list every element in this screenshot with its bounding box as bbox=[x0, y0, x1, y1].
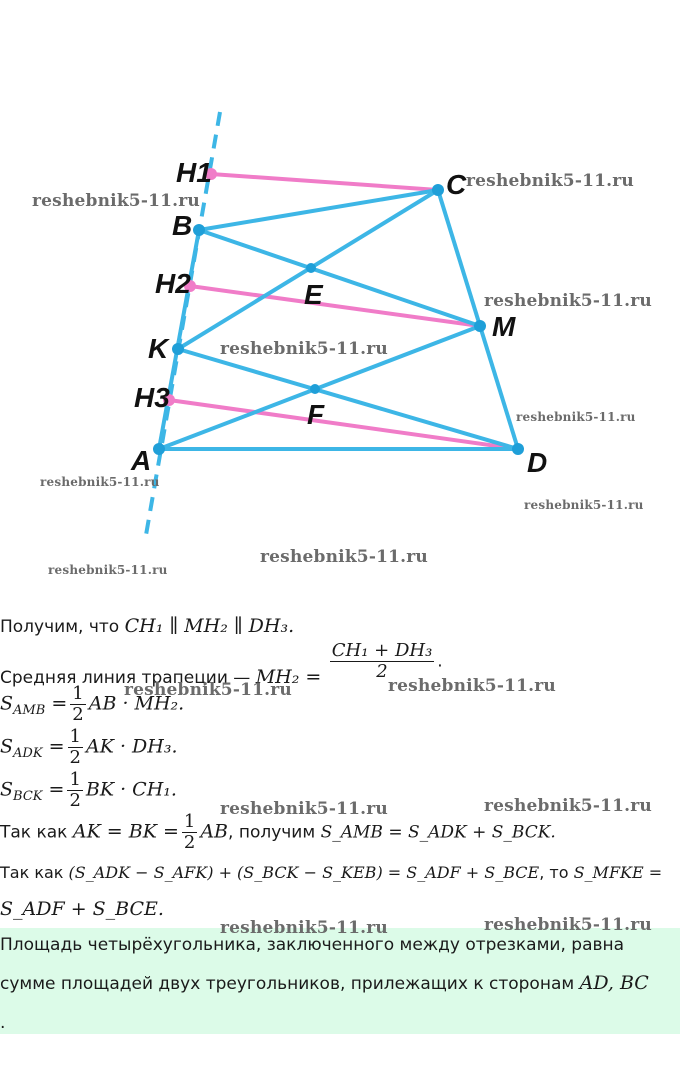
watermark: reshebnik5-11.ru bbox=[466, 171, 634, 191]
point-a bbox=[153, 443, 165, 455]
watermark: reshebnik5-11.ru bbox=[220, 918, 388, 938]
point-c bbox=[432, 184, 444, 196]
watermark: reshebnik5-11.ru bbox=[260, 547, 428, 567]
formula-s-amb: $S_{AMB}$ = $\frac{1}{2}$ AB · MH₂. bbox=[0, 683, 185, 725]
formula-s-bck: $S_{BCK}$ = $\frac{1}{2}$ BK · CH₁. bbox=[0, 769, 177, 811]
watermark: reshebnik5-11.ru bbox=[388, 676, 556, 696]
watermark: reshebnik5-11.ru bbox=[32, 191, 200, 211]
conclusion-line-3: . bbox=[0, 1013, 6, 1033]
point-b bbox=[193, 224, 205, 236]
text-line-midline: Средняя линия трапеции — MH₂ = $\frac{\text{CH₁ + DH₃}}{2}$ . bbox=[0, 640, 443, 688]
label-m: M bbox=[492, 311, 516, 342]
fraction-midline: $\frac{\text{CH₁ + DH₃}}{2}$ bbox=[331, 640, 433, 682]
watermark: reshebnik5-11.ru bbox=[484, 915, 652, 935]
conclusion-line-1: Площадь четырёхугольника, заключенного между отрезками, равна bbox=[0, 935, 625, 955]
watermark: reshebnik5-11.ru bbox=[124, 680, 292, 700]
point-e bbox=[306, 263, 316, 273]
point-k bbox=[172, 343, 184, 355]
label-d: D bbox=[527, 447, 548, 478]
watermark: reshebnik5-11.ru bbox=[220, 799, 388, 819]
watermark: reshebnik5-11.ru bbox=[484, 291, 652, 311]
watermark: reshebnik5-11.ru bbox=[524, 498, 644, 512]
segment-h1-c bbox=[211, 174, 438, 190]
label-k: K bbox=[148, 333, 169, 364]
watermark: reshebnik5-11.ru bbox=[220, 339, 388, 359]
segment-h2-m bbox=[190, 286, 480, 326]
watermark: reshebnik5-11.ru bbox=[484, 796, 652, 816]
segment-k-d bbox=[178, 349, 518, 449]
point-m bbox=[474, 320, 486, 332]
text-line-ak-bk: Так как AK = BK = $\frac{1}{2}$ AB, получим S_AMB = S_ADK + S_BCK. bbox=[0, 811, 556, 853]
text-line-areas-cont: S_ADF + S_BCE. bbox=[0, 898, 164, 920]
label-a: A bbox=[131, 445, 152, 476]
text-line-parallel: Получим, что CH₁ ∥ MH₂ ∥ DH₃. bbox=[0, 615, 295, 637]
label-f: F bbox=[307, 399, 325, 430]
point-f bbox=[310, 384, 320, 394]
label-b: B bbox=[172, 210, 193, 241]
label-c: C bbox=[446, 169, 467, 200]
label-h1: H1 bbox=[176, 157, 212, 188]
watermark: reshebnik5-11.ru bbox=[40, 475, 160, 489]
watermark: reshebnik5-11.ru bbox=[516, 410, 636, 424]
conclusion-line-2: сумме площадей двух треугольников, прилежащих к сторонам AD, BC bbox=[0, 972, 649, 994]
math-parallel: CH₁ ∥ MH₂ ∥ DH₃. bbox=[124, 615, 295, 637]
label-h2: H2 bbox=[155, 268, 191, 299]
text-line-areas: Так как (S_ADK − S_AFK) + (S_BCK − S_KEB) = S_ADF + S_BCE, то S_MFKE = bbox=[0, 863, 663, 882]
label-h3: H3 bbox=[134, 382, 170, 413]
point-d bbox=[512, 443, 524, 455]
label-e: E bbox=[304, 279, 323, 310]
watermark: reshebnik5-11.ru bbox=[48, 563, 168, 577]
formula-s-adk: $S_{ADK}$ = $\frac{1}{2}$ AK · DH₃. bbox=[0, 726, 178, 768]
